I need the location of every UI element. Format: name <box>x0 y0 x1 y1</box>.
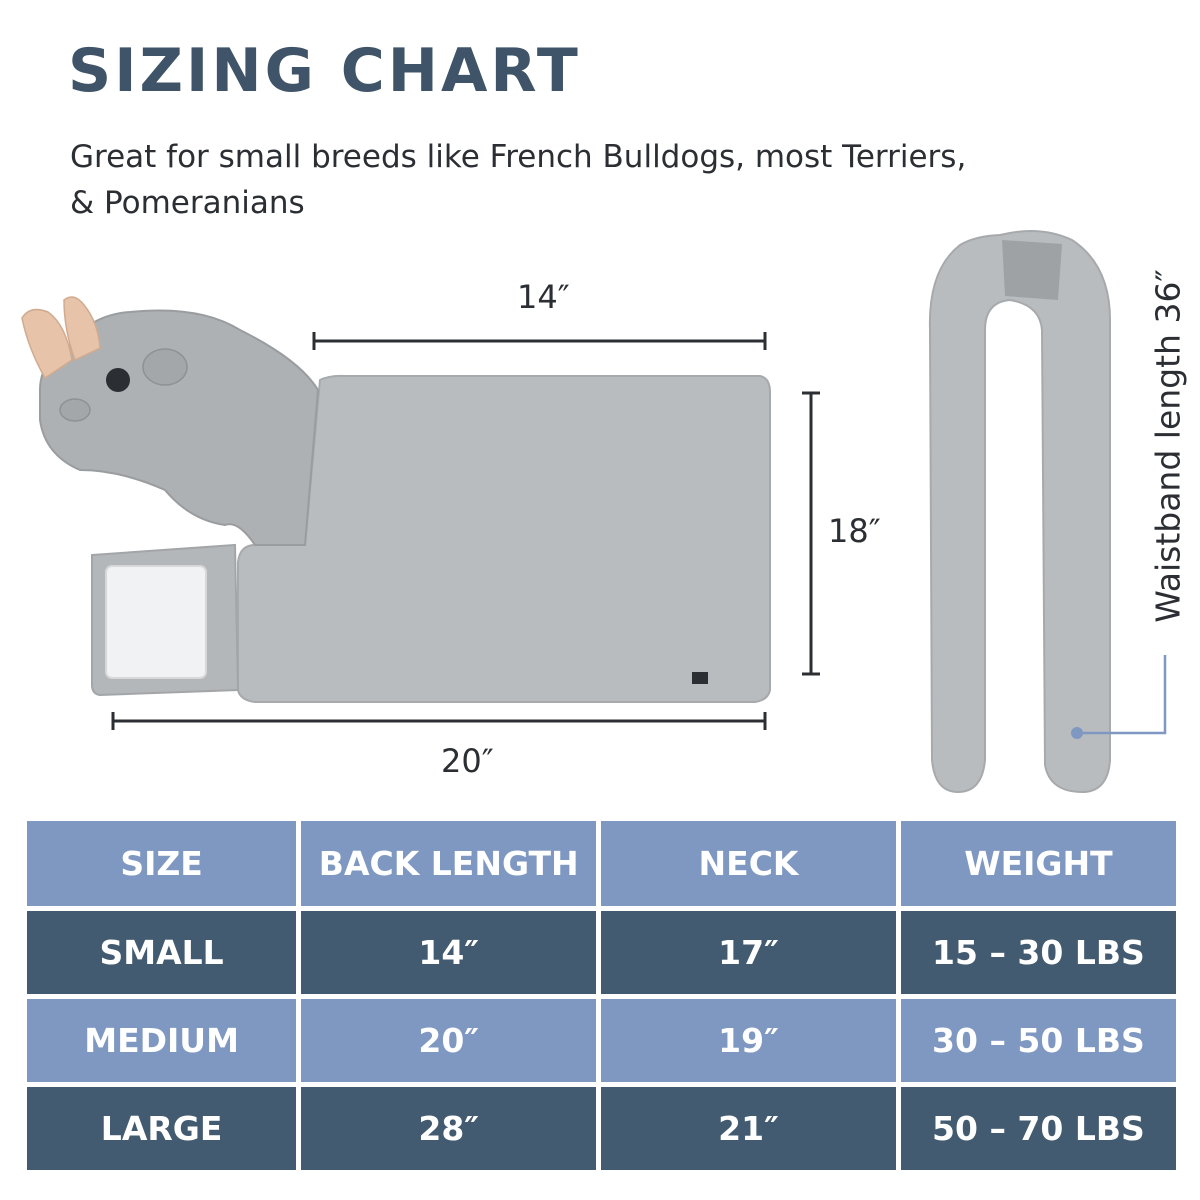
dimension-height: 18″ <box>828 512 881 550</box>
callout-dot <box>1071 727 1083 739</box>
header-neck: NECK <box>601 821 896 906</box>
sizing-table <box>22 816 1181 1175</box>
cell-size: MEDIUM <box>27 999 296 1082</box>
table-row <box>27 1087 1176 1170</box>
cell-neck: 19″ <box>601 999 896 1082</box>
cell-neck: 21″ <box>601 1087 896 1170</box>
cell-back-length: 20″ <box>301 999 596 1082</box>
velcro-patch <box>106 566 206 678</box>
cell-back-length: 28″ <box>301 1087 596 1170</box>
table-header-row <box>27 821 1176 906</box>
header-size: SIZE <box>27 821 296 906</box>
hood-eye <box>106 368 130 392</box>
page-subtitle: Great for small breeds like French Bulldogs, most Terriers, & Pomeranians <box>70 139 967 221</box>
cell-weight: 15 – 30 LBS <box>901 911 1176 994</box>
garment-tag <box>692 672 708 684</box>
waistband-illustration <box>930 231 1165 792</box>
robe-illustration <box>22 297 770 702</box>
dimension-waistband: Waistband length 36″ <box>1148 269 1188 623</box>
cell-back-length: 14″ <box>301 911 596 994</box>
cell-weight: 30 – 50 LBS <box>901 999 1176 1082</box>
cell-weight: 50 – 70 LBS <box>901 1087 1176 1170</box>
cell-size: LARGE <box>27 1087 296 1170</box>
table-row <box>27 999 1176 1082</box>
cell-neck: 17″ <box>601 911 896 994</box>
table-row <box>27 911 1176 994</box>
header-weight: WEIGHT <box>901 821 1176 906</box>
dimension-total-length: 20″ <box>441 742 494 780</box>
header-back-length: BACK LENGTH <box>301 821 596 906</box>
cell-size: SMALL <box>27 911 296 994</box>
page-title: SIZING CHART <box>68 36 581 106</box>
dimension-back-width: 14″ <box>517 278 570 316</box>
